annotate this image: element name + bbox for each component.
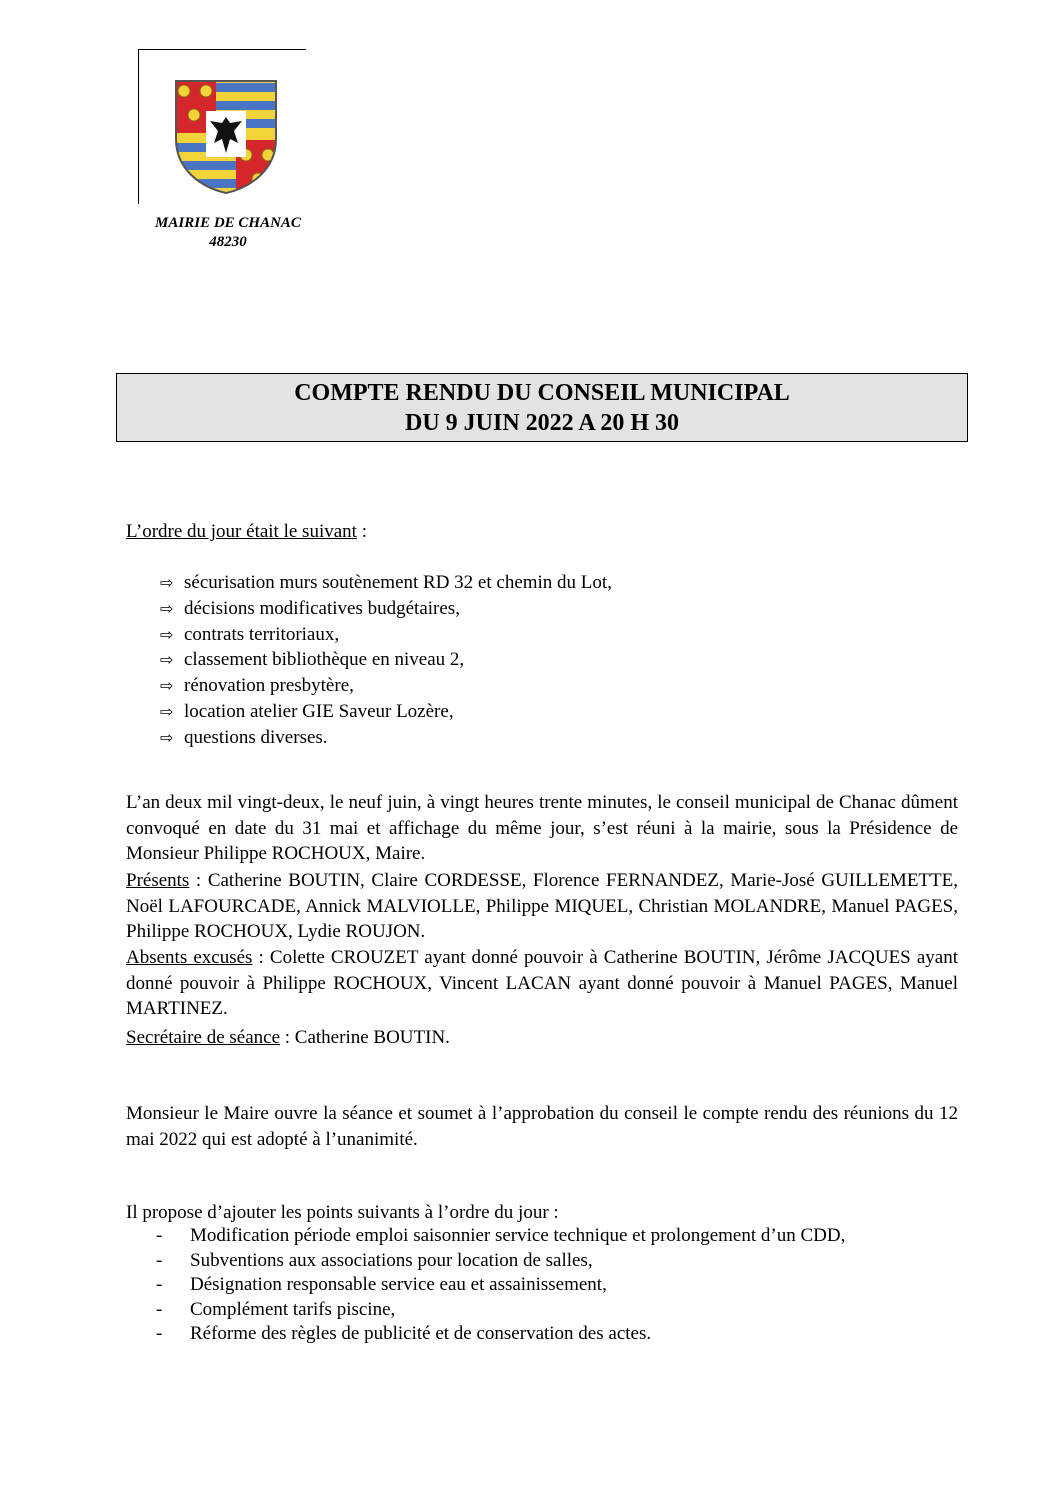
approval-paragraph: Monsieur le Maire ouvre la séance et soumet à l’approbation du conseil le compte rendu des réunions du 12 mai 2022 qui est adopté à l’unanimité. <box>126 1103 958 1150</box>
proposal-intro: Il propose d’ajouter les points suivants à l’ordre du jour : <box>126 1202 559 1223</box>
dash-bullet: - <box>156 1298 163 1320</box>
coat-of-arms-icon <box>172 77 280 196</box>
agenda-item <box>160 647 612 673</box>
agenda-item <box>160 673 612 699</box>
agenda-item-text: questions diverses. <box>184 726 328 748</box>
added-point-item <box>156 1298 845 1323</box>
arrow-right-icon: ⇨ <box>160 701 174 721</box>
agenda-item <box>160 596 612 622</box>
arrow-right-icon: ⇨ <box>160 676 174 696</box>
arrow-right-icon: ⇨ <box>160 727 174 747</box>
secretary-label: Secrétaire de séance <box>126 1027 281 1048</box>
dash-bullet: - <box>156 1274 163 1295</box>
agenda-item-text: contrats territoriaux, <box>184 623 340 645</box>
agenda-item <box>160 725 612 751</box>
added-point-text: Réforme des règles de publicité et de conservation des actes. <box>190 1323 652 1344</box>
added-point-text: Modification période emploi saisonnier service technique et prolongement d’un CDD, <box>190 1225 846 1246</box>
added-point-item <box>156 1249 845 1274</box>
arrow-right-icon: ⇨ <box>160 598 174 618</box>
agenda-intro-suffix: : <box>356 521 367 542</box>
present-list: : Catherine BOUTIN, Claire CORDESSE, Florence FERNANDEZ, Marie-José GUILLEMETTE, Noël LAFOURCADE, Annick MALVIOLLE, Philippe MIQUEL, Christian MOLANDRE, Manuel PAGES, Philippe ROCHOUX, Lydie ROUJON. <box>126 870 958 942</box>
agenda-item-text: location atelier GIE Saveur Lozère, <box>184 700 454 722</box>
added-point-item <box>156 1322 845 1347</box>
header-frame-left-line <box>138 49 139 204</box>
municipality-name: MAIRIE DE CHANAC <box>155 215 301 231</box>
agenda-item-text: décisions modificatives budgétaires, <box>184 597 460 619</box>
agenda-item-text: sécurisation murs soutènement RD 32 et chemin du Lot, <box>184 572 612 593</box>
agenda-item <box>160 570 612 596</box>
absent-label: Absents excusés <box>126 947 253 968</box>
municipality-header <box>140 214 316 252</box>
opening-paragraph: L’an deux mil vingt-deux, le neuf juin, à vingt heures trente minutes, le conseil municipal de Chanac dûment convoqué en date du 31 mai et affichage du même jour, s’est réuni à la mairie, sous la Présidence de Monsieur Philippe ROCHOUX, Maire. <box>126 792 958 864</box>
dash-bullet: - <box>156 1249 163 1271</box>
agenda-intro-label: L’ordre du jour était le suivant <box>126 521 357 542</box>
agenda-list <box>160 570 612 751</box>
header-frame-top-line <box>138 49 306 50</box>
arrow-right-icon: ⇨ <box>160 624 174 644</box>
secretary-paragraph <box>126 1025 958 1051</box>
title-line-1: COMPTE RENDU DU CONSEIL MUNICIPAL <box>294 380 790 406</box>
agenda-item <box>160 622 612 648</box>
agenda-item <box>160 699 612 725</box>
added-point-text: Subventions aux associations pour location de salles, <box>190 1249 593 1271</box>
added-point-text: Complément tarifs piscine, <box>190 1298 396 1320</box>
absent-paragraph <box>126 945 958 1022</box>
agenda-item-text: rénovation presbytère, <box>184 675 354 697</box>
document-title-box <box>116 373 968 442</box>
dash-bullet: - <box>156 1323 163 1344</box>
municipality-postcode: 48230 <box>209 234 247 250</box>
title-line-2: DU 9 JUIN 2022 A 20 H 30 <box>404 410 680 436</box>
present-label: Présents <box>126 870 190 891</box>
absent-list: : Colette CROUZET ayant donné pouvoir à Catherine BOUTIN, Jérôme JACQUES ayant donné pouvoir à Philippe ROCHOUX, Vincent LACAN ayant donné pouvoir à Manuel PAGES, Manuel MARTINEZ. <box>126 947 959 1019</box>
added-point-text: Désignation responsable service eau et assainissement, <box>190 1274 607 1295</box>
agenda-intro <box>126 521 367 543</box>
added-points-list <box>156 1224 845 1347</box>
secretary-name: : Catherine BOUTIN. <box>280 1027 450 1048</box>
added-point-item <box>156 1224 845 1249</box>
dash-bullet: - <box>156 1225 163 1246</box>
present-paragraph <box>126 868 958 945</box>
arrow-right-icon: ⇨ <box>160 573 174 592</box>
added-point-item <box>156 1273 845 1298</box>
agenda-item-text: classement bibliothèque en niveau 2, <box>184 649 465 671</box>
arrow-right-icon: ⇨ <box>160 650 174 670</box>
